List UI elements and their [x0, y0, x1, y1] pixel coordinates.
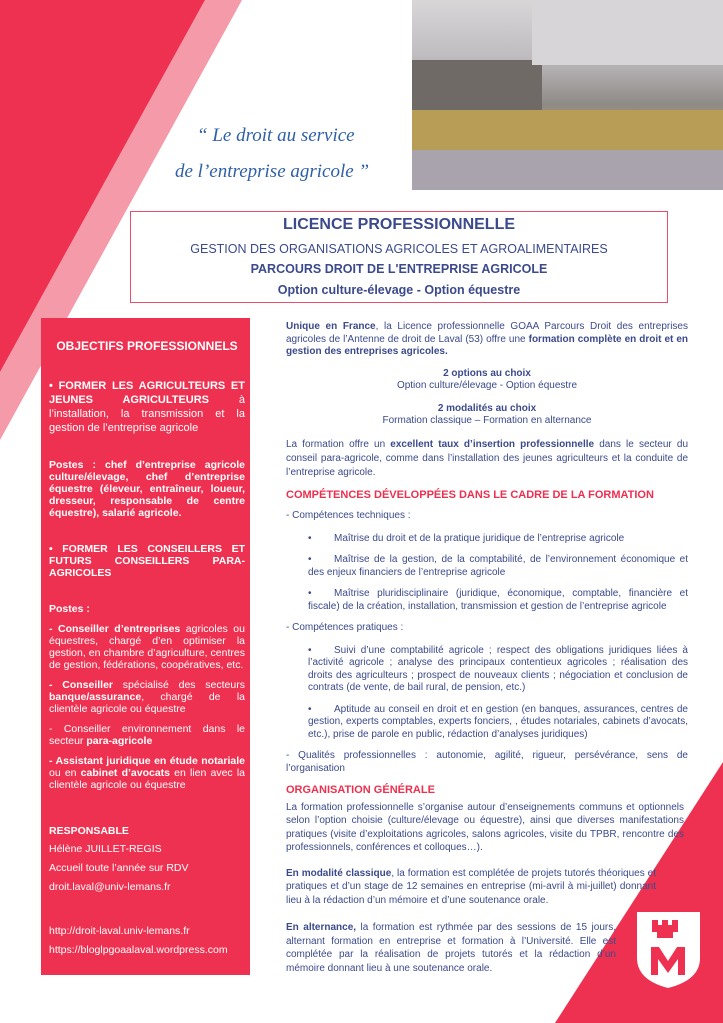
competences-heading: COMPÉTENCES DÉVELOPPÉES DANS LE CADRE DE LA FORMATION — [286, 488, 654, 501]
options-title: Option culture-élevage - Option équestre — [277, 283, 521, 297]
objectives-sidebar: OBJECTIFS PROFESSIONNELS • FORMER LES AGRICULTEURS ET JEUNES AGRICULTEURS à l’installation, la transmission et la gestion de l’entreprise agricole Postes : chef d’entreprise agricole culture/élevage, chef d’entreprise équestre (éleveur, entraîneur, loueur, dresseur, responsable de centre équestre), salarié agricole. • FORMER LES CONSEILLERS ET FUTURS CONSEILLERS PARA-AGRICOLES Postes : - Conseiller d’entreprises agricoles ou équestres, chargé d’en optimiser la gestion, en chambre d’agriculture, centres de gestion, fédérations, coopératives, etc. - Conseiller spécialisé des secteurs banque/assurance, chargé de la clientèle agricole ou équestre - Conseiller environnement dans le secteur para-agricole - Assistant juridique en étude notariale ou en cabinet d’avocats en lien avec la clientèle agricole ou équestre RESPONSABLE Hélène JUILLET-REGIS Accueil toute l’année sur RDV droit.laval@univ-lemans.fr http://droit-laval.univ-lemans.fr https://bloglpgoaalaval.wordpress.com — [41, 318, 250, 975]
slogan-quote: “ Le droit au service de l’entreprise agricole ” — [175, 125, 370, 182]
main-content: Unique en France, la Licence professionnelle GOAA Parcours Droit des entreprises agricoles de l’Antenne de droit de Laval (53) offre une formation complète en droit et en gestion des entreprises agricoles. 2 options au choix Option culture/élevage - Option équestre 2 modalités au choix Formation classique – Formation en alternance La formation offre un excellent taux d’insertion professionnelle dans le secteur du conseil para-agricole, comme dans l’installation des jeunes agriculteurs et la conduite de l’entreprise agricole. COMPÉTENCES DÉVELOPPÉES DANS LE CADRE DE LA FORMATION - Compétences techniques : • Maîtrise du droit et de la pratique juridique de l’entreprise agricole • Maîtrise de la gestion, de la comptabilité, de l’environnement économique et des enjeux financiers de l’entreprise agricole • Maîtrise pluridisciplinaire (juridique, économique, comptable, financière et fiscale) de la création, installation, transmission et gestion de l’entreprise agricole - Compétences pratiques : • Suivi d’une comptabilité agricole ; respect des obligations juridiques liées à l’activité agricole ; analyse des principaux contentieux agricoles ; réalisation des droits des agriculteurs ; prospect de nouveaux clients ; négociation et conclusion de contrats (de vente, de bail rural, de pension, etc.) • Aptitude au conseil en droit et en gestion (en banques, assurances, centres de gestion, experts comptables, experts fonciers, , études notariales, cabinets d’avocats, etc.), prise de parole en public, rédaction d’analyses juridiques) - Qualités professionnelles : autonomie, agilité, rigueur, persévérance, sens de l’organisation ORGANISATION GÉNÉRALE La formation professionnelle s’organise autour d’enseignements communs et optionnels selon l’option choisie (culture/élevage ou équestre), ainsi que diverses manifestations pratiques (visite d’exploitations agricoles, salons agricoles, visite du TPBR, rencontre des professionnels, conférences et colloques…). En modalité classique, la formation est complétée de projets tutorés théoriques et pratiques et d’un stage de 12 semaines en entreprise (mi-avril à mi-juillet) donnant lieu à la rédaction d’un mémoire et d’une soutenance orale. En alternance, la formation est rythmée par des sessions de 15 jours, alternant formation en entreprise et formation à l’Université. Elle est complétée par la réalisation de projets tutorés et la rédaction d’un mémoire donnant lieu à une soutenance orale. — [286, 321, 689, 974]
blog-link[interactable]: https://bloglpgoaalaval.wordpress.com — [49, 944, 228, 956]
page-title: LICENCE PROFESSIONNELLE — [282, 216, 516, 233]
organisation-heading: ORGANISATION GÉNÉRALE — [286, 784, 435, 796]
contact-email[interactable]: droit.laval@univ-lemans.fr — [49, 881, 171, 893]
parcours-title: PARCOURS DROIT DE L'ENTREPRISE AGRICOLE — [250, 262, 548, 276]
campus-photo — [412, 0, 723, 190]
sidebar-heading: OBJECTIFS PROFESSIONNELS — [56, 339, 238, 353]
list-item: • Maîtrise du droit et de la pratique juridique de l’entreprise agricole — [308, 532, 625, 544]
list-item: • Maîtrise de la gestion, de la comptabilité, de l’environnement économique et des enjeux financiers de l’entreprise agricole — [308, 554, 688, 578]
list-item: • Aptitude au conseil en droit et en gestion (en banques, assurances, centres de gestion, experts comptables, experts fonciers, , études notariales, cabinets d’avocats, etc.), prise de parole en public, rédaction d’analyses juridiques) — [308, 703, 688, 740]
responsible-name: Hélène JUILLET-REGIS — [49, 843, 162, 855]
list-item: • Maîtrise pluridisciplinaire (juridique, économique, comptable, financière et fiscale) de la création, installation, transmission et gestion de l’entreprise agricole — [308, 588, 688, 612]
list-item: • Suivi d’une comptabilité agricole ; respect des obligations juridiques liées à l’activité agricole ; analyse des principaux contentieux agricoles ; réalisation des droits des agriculteurs ; prospect de nouveaux clients ; négociation et conclusion de contrats (de vente, de bail rural, de pension, etc.) — [308, 644, 688, 693]
program-subtitle: GESTION DES ORGANISATIONS AGRICOLES ET AGROALIMENTAIRES — [190, 242, 608, 256]
website-link[interactable]: http://droit-laval.univ-lemans.fr — [49, 925, 190, 937]
program-title-box — [130, 211, 668, 303]
